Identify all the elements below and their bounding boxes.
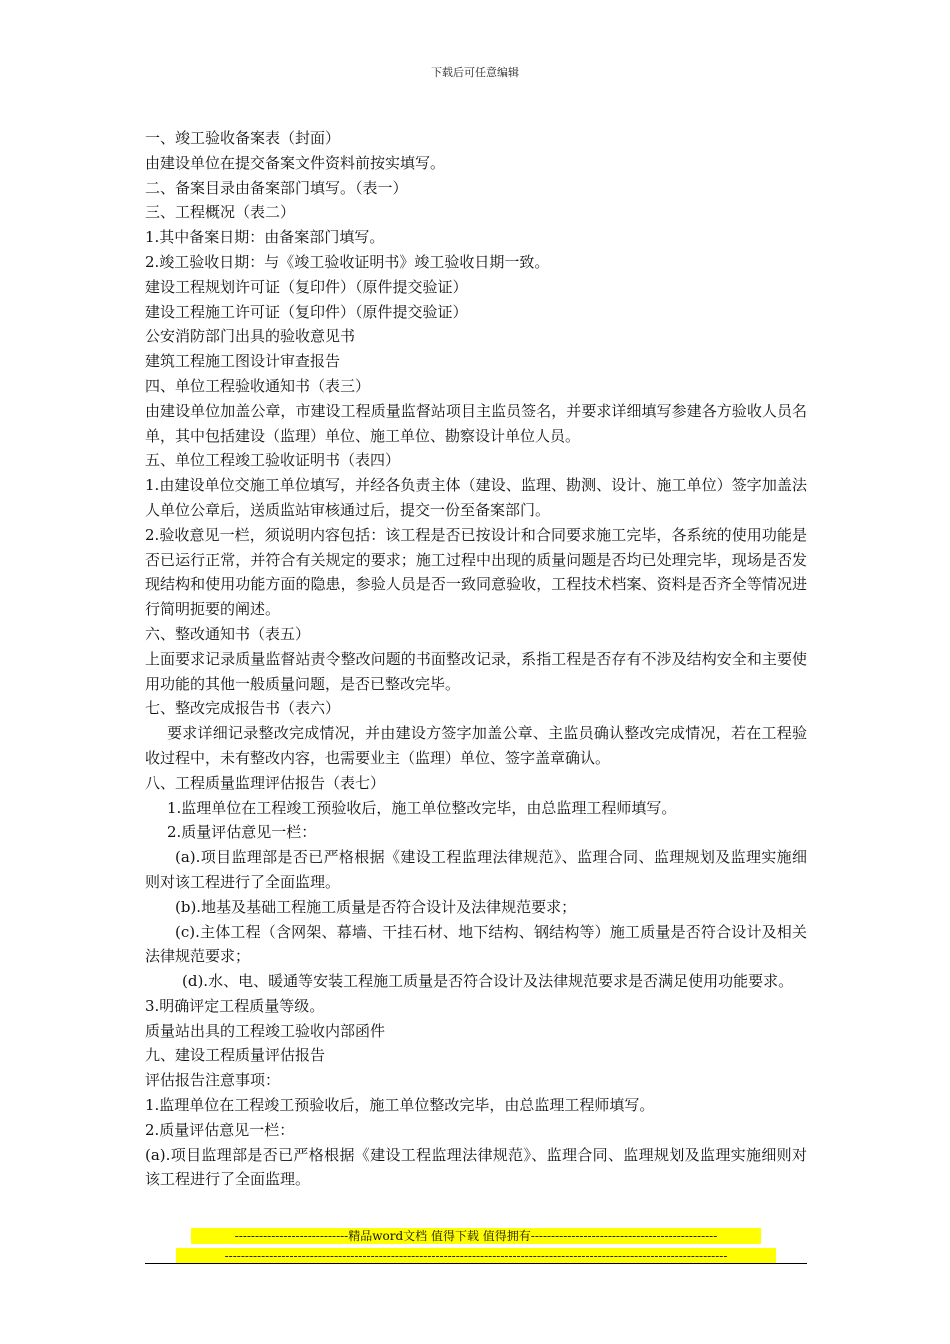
document-line: (d).水、电、暖通等安装工程施工质量是否符合设计及法律规范要求是否满足使用功能要求。 — [182, 972, 794, 991]
document-line: 四、单位工程验收通知书（表三） — [145, 376, 371, 395]
document-line: 2.验收意见一栏，须说明内容包括：该工程是否已按设计和合同要求施工完毕，各系统的使用功能是否已运行正常，并符合有关规定的要求；施工过程中出现的质量问题是否均已处理完毕，现场是否发现结构和使用功能方面的隐患，参验人员是否一致同意验收，工程技术档案、资料是否齐全等情况进行简明扼要的阐述。 — [145, 525, 807, 619]
document-line: 1.监理单位在工程竣工预验收后，施工单位整改完毕，由总监理工程师填写。 — [145, 1096, 655, 1115]
document-body — [145, 126, 807, 1192]
document-line: 2.竣工验收日期：与《竣工验收证明书》竣工验收日期一致。 — [145, 252, 550, 271]
footer-rule — [145, 1263, 807, 1264]
page-header: 下载后可任意编辑 — [431, 66, 519, 79]
document-line: 八、工程质量监理评估报告（表七） — [145, 773, 386, 792]
document-line: (b).地基及基础工程施工质量是否符合设计及法律规范要求； — [175, 897, 577, 916]
document-line: 由建设单位加盖公章，市建设工程质量监督站项目主监员签名，并要求详细填写参建各方验收人员名单，其中包括建设（监理）单位、施工单位、勘察设计单位人员。 — [145, 401, 807, 445]
document-line: 五、单位工程竣工验收证明书（表四） — [145, 451, 401, 470]
document-line: 质量站出具的工程竣工验收内部函件 — [145, 1021, 386, 1040]
document-line: 上面要求记录质量监督站责令整改问题的书面整改记录，系指工程是否存有不涉及结构安全和主要使用功能的其他一般质量问题，是否已整改完毕。 — [145, 649, 807, 693]
document-line: (a).项目监理部是否已严格根据《建设工程监理法律规范》、监理合同、监理规划及监理实施细则对该工程进行了全面监理。 — [145, 848, 807, 891]
document-line: (c).主体工程（含网架、幕墙、干挂石材、地下结构、钢结构等）施工质量是否符合设计及相关法律规范要求； — [145, 922, 807, 966]
document-line: 建设工程施工许可证（复印件）（原件提交验证） — [145, 302, 468, 321]
footer-banner-dashes: ---------------------------------------------------------------------------------------------------------------------------- — [176, 1248, 776, 1264]
document-line: 七、整改完成报告书（表六） — [145, 699, 341, 718]
document-line: 二、备案目录由备案部门填写。（表一） — [145, 178, 408, 197]
document-line: 1.监理单位在工程竣工预验收后，施工单位整改完毕，由总监理工程师填写。 — [167, 798, 677, 817]
document-line: 建筑工程施工图设计审查报告 — [145, 352, 341, 371]
footer-banner-text: ----------------------------精品word文档 值得下载 值得拥有---------------------------------------------- — [191, 1228, 761, 1244]
document-line: 三、工程概况（表二） — [145, 203, 296, 222]
document-line: (a).项目监理部是否已严格根据《建设工程监理法律规范》、监理合同、监理规划及监理实施细则对该工程进行了全面监理。 — [145, 1145, 807, 1189]
document-line: 1.其中备案日期：由备案部门填写。 — [145, 228, 385, 247]
document-line: 1.由建设单位交施工单位填写，并经各负责主体（建设、监理、勘测、设计、施工单位）签字加盖法人单位公章后，送质监站审核通过后，提交一份至备案部门。 — [145, 476, 807, 519]
page-footer — [145, 1228, 807, 1268]
document-line: 评估报告注意事项： — [145, 1071, 281, 1090]
document-line: 六、整改通知书（表五） — [145, 624, 311, 643]
document-line: 2.质量评估意见一栏： — [145, 1120, 295, 1139]
document-line: 公安消防部门出具的验收意见书 — [145, 327, 356, 346]
document-line: 建设工程规划许可证（复印件）（原件提交验证） — [145, 277, 468, 296]
document-line: 九、建设工程质量评估报告 — [145, 1046, 326, 1065]
document-line: 由建设单位在提交备案文件资料前按实填写。 — [145, 153, 446, 172]
document-line: 3.明确评定工程质量等级。 — [145, 996, 325, 1015]
document-line: 要求详细记录整改完成情况，并由建设方签字加盖公章、主监员确认整改完成情况，若在工程验收过程中，未有整改内容，也需要业主（监理）单位、签字盖章确认。 — [145, 724, 807, 767]
document-line: 一、竣工验收备案表（封面） — [145, 129, 341, 147]
document-line: 2.质量评估意见一栏： — [167, 823, 317, 842]
